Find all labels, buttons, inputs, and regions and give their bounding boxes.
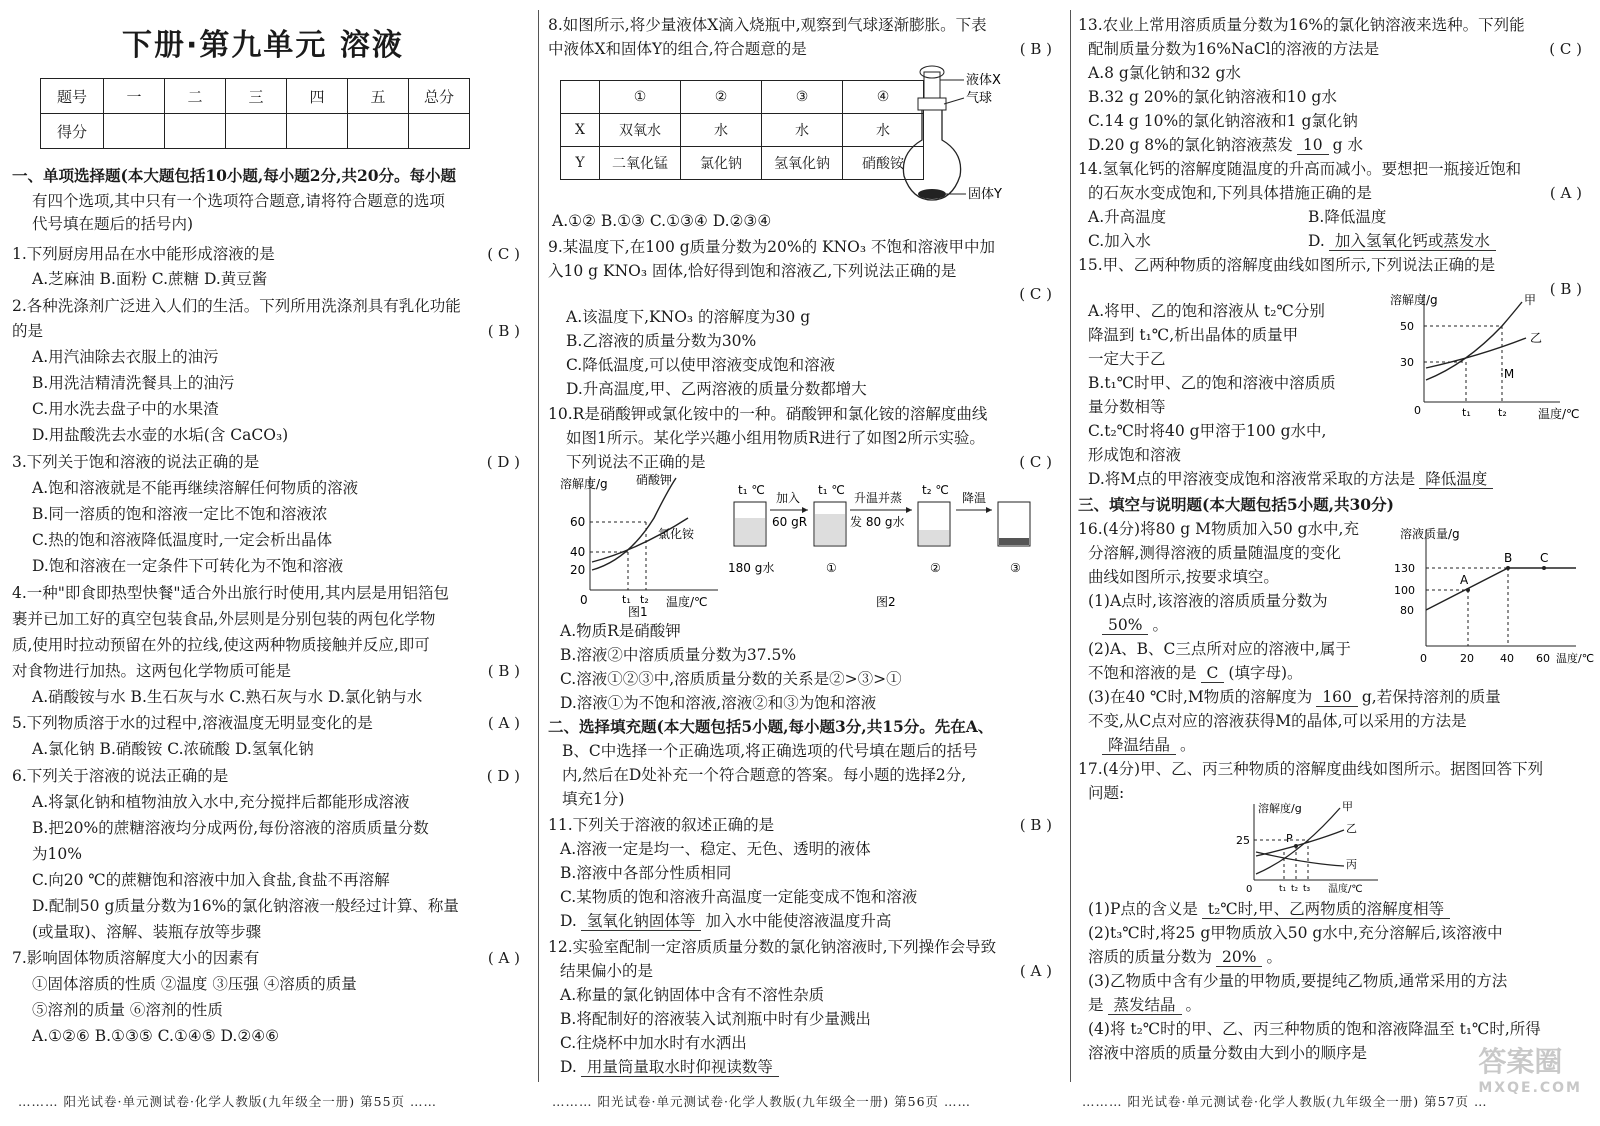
x-tick-label: t₂ — [1498, 406, 1507, 419]
curve-bing — [1256, 852, 1344, 866]
q17-part1 — [1078, 898, 1592, 920]
x-tick-label: t₂ — [640, 593, 649, 606]
q3-answer: ( D ) — [486, 453, 520, 471]
q3-option: A.饱和溶液就是不能再继续溶解任何物质的溶液 — [32, 479, 359, 497]
q15-option: 一定大于乙 — [1088, 350, 1166, 368]
q13-d-blank[interactable]: 10 — [1297, 136, 1329, 155]
beaker-number: ① — [826, 561, 837, 575]
water-label: 180 g水 — [728, 561, 775, 575]
q17-part3-answer — [1078, 994, 1592, 1016]
score-cell[interactable] — [409, 114, 470, 149]
table-cell — [561, 81, 600, 114]
q9-option: A.该温度下,KNO₃ 的溶解度为30 g — [566, 308, 811, 326]
q6-option: (或量取)、溶解、装瓶存放等步骤 — [32, 923, 262, 941]
q4-stem: 裹并已加工好的真空包装食品,外层则是分别包装的两包化学物 — [12, 610, 436, 628]
point-label-a: A — [1460, 573, 1469, 587]
q16-part3 — [1078, 686, 1592, 708]
q13-stem: 配制质量分数为16%NaCl的溶液的方法是 — [1088, 40, 1380, 58]
table-cell: ① — [600, 81, 681, 114]
q1-stem: 1.下列厨房用品在水中能形成溶液的是 — [12, 245, 275, 263]
x-tick-label: t₁ — [1462, 406, 1471, 419]
series-label-yi: 乙 — [1530, 331, 1543, 345]
table-cell: 双氧水 — [600, 114, 681, 147]
q17-part4: (4)将 t₂℃时的甲、乙、丙三种物质的饱和溶液降温至 t₁℃时,所得 — [1088, 1020, 1541, 1038]
table-cell: 氯化钠 — [681, 147, 762, 180]
q6-option: B.把20%的蔗糖溶液均分成两份,每份溶液的溶质质量分数 — [32, 819, 429, 837]
table-cell: Y — [561, 147, 600, 180]
series-label-kno3: 硝酸钾 — [636, 473, 673, 487]
q5-stem: 5.下列物质溶于水的过程中,溶液温度无明显变化的是 — [12, 714, 373, 732]
solution — [919, 530, 949, 545]
section-text: 内,然后在D处补充一个符合题意的答案。每小题的选择2分, — [562, 766, 967, 784]
q11-option: A.溶液一定是均一、稳定、无色、透明的液体 — [560, 840, 871, 858]
score-header-cell: 五 — [348, 79, 409, 114]
q14-option-a: A.升高温度 — [1088, 208, 1167, 226]
x-axis-label: 温度/℃ — [666, 595, 708, 609]
q4-options: A.硝酸铵与水 B.生石灰与水 C.熟石灰与水 D.氯化钠与水 — [32, 688, 423, 706]
score-header-cell: 二 — [165, 79, 226, 114]
score-header-cell: 四 — [287, 79, 348, 114]
q6-stem: 6.下列关于溶液的说法正确的是 — [12, 767, 229, 785]
section-text: 填充1分) — [562, 790, 625, 808]
section-heading: 三、填空与说明题(本大题包括5小题,共30分) — [1078, 495, 1394, 514]
q10-option: B.溶液②中溶质质量分数为37.5% — [560, 646, 797, 664]
q2-option: B.用洗洁精清洗餐具上的油污 — [32, 374, 235, 392]
y-tick-label: 100 — [1394, 584, 1415, 597]
score-header-cell: 题号 — [41, 79, 104, 114]
q10-answer: ( C ) — [1019, 453, 1052, 471]
q2-option: A.用汽油除去衣服上的油污 — [32, 348, 219, 366]
step-label: 降温 — [962, 491, 987, 505]
q2-stem: 2.各种洗涤剂广泛进入人们的生活。下列所用洗涤剂具有乳化功能 — [12, 297, 461, 315]
q17-part4-cont: 溶液中溶质的质量分数由大到小的顺序是 — [1088, 1044, 1368, 1062]
q15-option-d — [1078, 468, 1592, 490]
q12-stem: 12.实验室配制一定溶质质量分数的氯化钠溶液时,下列操作会导致 — [548, 938, 997, 956]
point-label-c: C — [1540, 551, 1549, 565]
q6-option: C.向20 ℃的蔗糖饱和溶液中加入食盐,食盐不再溶解 — [32, 871, 390, 889]
q3-stem: 3.下列关于饱和溶液的说法正确的是 — [12, 453, 260, 471]
punct: 。 — [1152, 616, 1168, 634]
q15-answer: ( B ) — [1549, 280, 1582, 298]
page-footer: ……… 阳光试卷·单元测试卷·化学人教版(九年级全一册) 第57页 … — [1082, 1094, 1488, 1109]
y-axis-label: 溶解度/g — [560, 477, 608, 491]
score-cell[interactable] — [226, 114, 287, 149]
q7-option: A.①②⑥ B.①③⑤ C.①④⑤ D.②④⑥ — [32, 1027, 280, 1045]
kno3-curve — [592, 478, 676, 570]
q17-stem: 17.(4分)甲、乙、丙三种物质的溶解度曲线如图所示。据图回答下列 — [1078, 760, 1544, 778]
q13-option: A.8 g氯化钠和32 g水 — [1088, 64, 1241, 82]
q7-option: ①固体溶质的性质 ②温度 ③压强 ④溶质的质量 — [32, 975, 357, 993]
curve-yi — [1426, 338, 1526, 368]
q14-option-b: B.降低温度 — [1308, 208, 1387, 226]
q6-answer: ( D ) — [486, 767, 520, 785]
q12-option-d — [548, 1056, 1062, 1078]
section-heading: 一、单项选择题(本大题包括10小题,每小题2分,共20分。每小题 — [12, 166, 457, 185]
q17-solubility-chart — [1228, 800, 1428, 896]
q4-answer: ( B ) — [487, 662, 520, 680]
q17-blank-2[interactable]: 20% — [1216, 948, 1262, 967]
q2-answer: ( B ) — [487, 322, 520, 340]
dropper — [924, 72, 940, 98]
point-p — [1294, 844, 1298, 848]
q6-option: A.将氯化钠和植物油放入水中,充分搅拌后都能形成溶液 — [32, 793, 410, 811]
q16-stem: 分溶解,测得溶液的质量随温度的变化 — [1088, 544, 1341, 562]
q12-d-prefix: D. — [560, 1058, 577, 1076]
y-tick-label: 80 — [1400, 604, 1414, 617]
q15-option: 量分数相等 — [1088, 398, 1166, 416]
watermark-logo — [1478, 1040, 1582, 1096]
q12-stem: 结果偏小的是 — [560, 962, 654, 980]
point-label-b: B — [1504, 551, 1513, 565]
section-heading: 二、选择填充题(本大题包括5小题,每小题3分,共15分。先在A、 — [548, 717, 994, 736]
column-divider — [538, 10, 539, 1082]
table-cell: 水 — [843, 114, 924, 147]
q15-d-prefix: D.将M点的甲溶液变成饱和溶液常采取的方法是 — [1088, 470, 1416, 488]
q9-option: B.乙溶液的质量分数为30% — [566, 332, 757, 350]
table-cell: 氢氧化钠 — [762, 147, 843, 180]
score-header-cell: 总分 — [409, 79, 470, 114]
q14-option-c: C.加入水 — [1088, 232, 1151, 250]
score-row-label: 得分 — [41, 114, 104, 149]
y-tick-label: 130 — [1394, 562, 1415, 575]
q12-option: A.称量的氯化钠固体中含有不溶性杂质 — [560, 986, 825, 1004]
watermark-url: MXQE.COM — [1478, 1080, 1582, 1096]
q17-part2-answer — [1078, 946, 1592, 968]
q17-blank-1[interactable]: t₂℃时,甲、乙两物质的溶解度相等 — [1202, 900, 1450, 919]
q16-blank-3[interactable]: 160 — [1316, 688, 1358, 707]
temp-label: t₂ ℃ — [922, 483, 949, 497]
q9-option: D.升高温度,甲、乙两溶液的质量分数都增大 — [566, 380, 867, 398]
figure-caption: 图1 — [628, 605, 648, 619]
arrow-head — [986, 507, 992, 513]
x-axis-label: 温度/℃ — [1556, 652, 1595, 665]
y-tick-label: 20 — [570, 563, 586, 577]
q10-option: D.溶液①为不饱和溶液,溶液②和③为饱和溶液 — [560, 694, 877, 712]
q17-stem: 问题: — [1088, 784, 1125, 802]
x-tick-label: t₃ — [1303, 884, 1311, 894]
q16-part3-answer — [1078, 734, 1592, 756]
solution — [735, 518, 765, 545]
point-b — [1506, 566, 1510, 570]
x-tick-label: 0 — [1420, 652, 1427, 665]
curve-yi — [1256, 830, 1344, 856]
q13-option-d — [1078, 134, 1592, 156]
q16-part2-note: (填字母)。 — [1228, 664, 1303, 682]
section-text: 代号填在题后的括号内) — [32, 215, 194, 233]
q16-stem: 16.(4分)将80 g M物质加入50 g水中,充 — [1078, 520, 1359, 538]
q3-option: B.同一溶质的饱和溶液一定比不饱和溶液浓 — [32, 505, 328, 523]
q17-part3-text: 是 — [1088, 996, 1104, 1014]
q13-option: C.14 g 10%的氯化钠溶液和1 g氯化钠 — [1088, 112, 1358, 130]
q16-part1: (1)A点时,该溶液的溶质质量分数为 — [1088, 592, 1328, 610]
q13-d-suffix: g 水 — [1332, 136, 1363, 154]
point-m: ·M — [1500, 367, 1515, 381]
arrow-head — [802, 507, 808, 513]
q6-option: 为10% — [32, 845, 82, 863]
q15-solubility-chart — [1390, 290, 1590, 426]
q15-option: A.将甲、乙的饱和溶液从 t₂℃分别 — [1088, 302, 1325, 320]
q15-option: 降温到 t₁℃,析出晶体的质量甲 — [1088, 326, 1299, 344]
page-title: 下册·第九单元 溶液 — [122, 28, 404, 63]
q11-d-blank[interactable]: 氢氧化钠固体等 — [581, 912, 702, 931]
q17-part1-text: (1)P点的含义是 — [1088, 900, 1198, 918]
series-label-yi: 乙 — [1346, 822, 1357, 835]
label-solid-y: 固体Y — [968, 187, 1002, 202]
table-cell: ④ — [843, 81, 924, 114]
q16-mass-chart — [1380, 522, 1595, 672]
table-cell: 水 — [762, 114, 843, 147]
q11-stem: 11.下列关于溶液的叙述正确的是 — [548, 816, 775, 834]
q16-part3-text: g,若保持溶剂的质量 — [1361, 688, 1501, 706]
q9-stem: 入10 g KNO₃ 固体,恰好得到饱和溶液乙,下列说法正确的是 — [548, 262, 957, 280]
q9-option: C.降低温度,可以使甲溶液变成饱和溶液 — [566, 356, 836, 374]
flask — [903, 110, 960, 200]
q13-answer: ( C ) — [1549, 40, 1582, 58]
q8-stem: 中液体X和固体Y的组合,符合题意的是 — [548, 40, 807, 58]
column-middle — [548, 0, 1062, 1085]
q11-option-d — [548, 910, 1062, 932]
score-table — [40, 78, 470, 149]
q14-d-prefix: D. — [1308, 232, 1325, 250]
q11-option: B.溶液中各部分性质相同 — [560, 864, 732, 882]
watermark-text: 答案圈 — [1478, 1045, 1563, 1078]
y-tick-label: 60 — [570, 515, 586, 529]
q13-stem: 13.农业上常用溶质质量分数为16%的氯化钠溶液来选种。下列能 — [1078, 16, 1525, 34]
table-cell: ③ — [762, 81, 843, 114]
q14-d-blank[interactable]: 加入氢氧化钙或蒸发水 — [1329, 232, 1496, 251]
score-header-cell: 一 — [104, 79, 165, 114]
x-tick-label: 40 — [1500, 652, 1514, 665]
q11-option: C.某物质的饱和溶液升高温度一定能变成不饱和溶液 — [560, 888, 918, 906]
q15-option: B.t₁℃时甲、乙的饱和溶液中溶质质 — [1088, 374, 1336, 392]
series-label-bing: 丙 — [1346, 858, 1357, 871]
point-label-p: P — [1286, 832, 1293, 845]
arrow-head — [906, 507, 912, 513]
q4-stem: 对食物进行加热。这两包化学物质可能是 — [12, 662, 292, 680]
x-axis-label: 温度/℃ — [1328, 884, 1363, 895]
solution — [815, 514, 845, 545]
q17-part2: (2)t₃℃时,将25 g甲物质放入50 g水中,充分溶解后,该溶液中 — [1088, 924, 1503, 942]
q12-d-blank[interactable]: 用量筒量取水时仰视读数等 — [581, 1058, 779, 1077]
figure-1-solubility — [558, 470, 728, 618]
y-tick-label: 50 — [1400, 320, 1414, 333]
step-label: 发 80 g水 — [850, 515, 905, 529]
q3-option: C.热的饱和溶液降低温度时,一定会析出晶体 — [32, 531, 333, 549]
temp-label: t₁ ℃ — [818, 483, 845, 497]
q1-answer: ( C ) — [487, 245, 520, 263]
q1-options: A.芝麻油 B.面粉 C.蔗糖 D.黄豆酱 — [32, 270, 268, 288]
x-axis-label: 温度/℃ — [1538, 407, 1580, 421]
q5-options: A.氯化钠 B.硝酸铵 C.浓硫酸 D.氢氧化钠 — [32, 740, 314, 758]
origin-label: 0 — [580, 593, 588, 607]
point-a — [1466, 588, 1470, 592]
q8-answer: ( B ) — [1019, 40, 1052, 58]
crystals — [999, 538, 1029, 545]
series-label-jia: 甲 — [1524, 293, 1537, 307]
q17-part3: (3)乙物质中含有少量的甲物质,要提纯乙物质,通常采用的方法 — [1088, 972, 1508, 990]
q5-answer: ( A ) — [487, 714, 520, 732]
origin-label: 0 — [1414, 404, 1421, 417]
q13-d-prefix: D.20 g 8%的氯化钠溶液蒸发 — [1088, 136, 1293, 154]
q13-option: B.32 g 20%的氯化钠溶液和10 g水 — [1088, 88, 1337, 106]
point-c — [1542, 566, 1546, 570]
q15-stem: 15.甲、乙两种物质的溶解度曲线如图所示,下列说法正确的是 — [1078, 256, 1496, 274]
q12-answer: ( A ) — [1019, 962, 1052, 980]
q16-blank-4[interactable]: 降温结晶 — [1102, 736, 1176, 755]
q16-stem: 曲线如图所示,按要求填空。 — [1088, 568, 1279, 586]
q7-stem: 7.影响固体物质溶解度大小的因素有 — [12, 949, 260, 967]
q16-part2-text: 不饱和溶液的是 — [1088, 664, 1197, 682]
flask-diagram — [900, 58, 1050, 208]
q10-stem: 如图1所示。某化学兴趣小组用物质R进行了如图2所示实验。 — [566, 429, 985, 447]
table-cell: 二氧化锰 — [600, 147, 681, 180]
x-tick-label: 20 — [1460, 652, 1474, 665]
q15-d-blank[interactable]: 降低温度 — [1419, 470, 1493, 489]
score-header-cell: 三 — [226, 79, 287, 114]
table-cell: ② — [681, 81, 762, 114]
q3-option: D.饱和溶液在一定条件下可转化为不饱和溶液 — [32, 557, 344, 575]
y-axis-label: 溶液质量/g — [1400, 527, 1460, 541]
q10-option: A.物质R是硝酸钾 — [560, 622, 681, 640]
label-liquid-x: 液体X — [966, 73, 1001, 88]
table-cell: X — [561, 114, 600, 147]
q17-part2-text: 溶质的质量分数为 — [1088, 948, 1213, 966]
step-label: 加入 — [776, 491, 801, 505]
y-tick-label: 40 — [570, 545, 586, 559]
solid-y — [918, 189, 946, 199]
q16-blank-2[interactable]: C — [1201, 664, 1225, 683]
score-cell[interactable] — [348, 114, 409, 149]
punct: 。 — [1180, 736, 1196, 754]
figure-2-experiment — [726, 480, 1058, 618]
score-cell[interactable] — [104, 114, 165, 149]
beaker-number: ③ — [1010, 561, 1021, 575]
q11-d-prefix: D. — [560, 912, 577, 930]
series-label-nh4cl: 氯化铵 — [658, 527, 695, 541]
q2-option: C.用水洗去盘子中的水果渣 — [32, 400, 219, 418]
series-label-jia: 甲 — [1342, 800, 1353, 813]
y-axis-label: 溶解度/g — [1258, 802, 1302, 815]
mass-curve — [1426, 568, 1576, 610]
stopper — [918, 98, 946, 110]
score-cell[interactable] — [287, 114, 348, 149]
q2-option: D.用盐酸洗去水壶的水垢(含 CaCO₃) — [32, 426, 289, 444]
q17-blank-3[interactable]: 蒸发结晶 — [1108, 996, 1182, 1015]
score-cell[interactable] — [165, 114, 226, 149]
label-balloon: 气球 — [966, 91, 993, 106]
q10-option: C.溶液①②③中,溶质质量分数的关系是②>③>① — [560, 670, 902, 688]
x-tick-label: t₁ — [622, 593, 631, 606]
q10-stem: 下列说法不正确的是 — [566, 453, 706, 471]
q4-stem: 4.一种"即食即热型快餐"适合外出旅行时使用,其内层是用铝箔包 — [12, 584, 449, 602]
q16-part2: (2)A、B、C三点所对应的溶液中,属于 — [1088, 640, 1351, 658]
q4-stem: 质,使用时拉动预留在外的拉线,使这两种物质接触并反应,即可 — [12, 636, 430, 654]
q14-answer: ( A ) — [1549, 184, 1582, 202]
q16-part3-text: (3)在40 ℃时,M物质的溶解度为 — [1088, 688, 1313, 706]
step-label: 升温并蒸 — [854, 491, 903, 505]
q8-stem: 8.如图所示,将少量液体X滴入烧瓶中,观察到气球逐渐膨胀。下表 — [548, 16, 987, 34]
q12-option: B.将配制好的溶液装入试剂瓶中时有少量溅出 — [560, 1010, 871, 1028]
q16-blank-1[interactable]: 50% — [1102, 616, 1148, 635]
q15-option: C.t₂℃时将40 g甲溶于100 g水中, — [1088, 422, 1327, 440]
q2-stem: 的是 — [12, 322, 44, 340]
q11-d-suffix: 加入水中能使溶液温度升高 — [705, 912, 892, 930]
page-footer: ……… 阳光试卷·单元测试卷·化学人教版(九年级全一册) 第56页 …… — [552, 1094, 972, 1109]
q12-option: C.往烧杯中加水时有水洒出 — [560, 1034, 747, 1052]
q7-answer: ( A ) — [487, 949, 520, 967]
y-axis-label: 溶解度/g — [1390, 293, 1438, 307]
temp-label: t₁ ℃ — [738, 483, 765, 497]
q16-part3-cont: 不变,从C点对应的溶液获得M的晶体,可以采用的方法是 — [1088, 712, 1467, 730]
q7-option: ⑤溶剂的质量 ⑥溶剂的性质 — [32, 1001, 223, 1019]
table-cell: 硝酸铵 — [843, 147, 924, 180]
origin-label: 0 — [1246, 884, 1253, 895]
punct: 。 — [1266, 948, 1282, 966]
page-footer: ……… 阳光试卷·单元测试卷·化学人教版(九年级全一册) 第55页 …… — [18, 1094, 438, 1109]
beaker-number: ② — [930, 561, 941, 575]
step-label: 60 gR — [772, 515, 808, 529]
section-text: B、C中选择一个正确选项,将正确选项的代号填在题后的括号 — [562, 742, 978, 760]
y-tick-label: 25 — [1236, 834, 1250, 847]
punct: 。 — [1185, 996, 1202, 1014]
column-left — [12, 0, 530, 1085]
x-tick-label: t₁ — [1279, 884, 1287, 894]
pointer-line — [944, 98, 964, 104]
x-tick-label: t₂ — [1291, 884, 1299, 894]
q9-answer: ( C ) — [1019, 285, 1052, 303]
x-tick-label: 60 — [1536, 652, 1550, 665]
q6-option: D.配制50 g质量分数为16%的氯化钠溶液一般经过计算、称量 — [32, 897, 459, 915]
q10-stem: 10.R是硝酸钾或氯化铵中的一种。硝酸钾和氯化铵的溶解度曲线 — [548, 405, 988, 423]
y-tick-label: 30 — [1400, 356, 1414, 369]
q15-option: 形成饱和溶液 — [1088, 446, 1182, 464]
column-right — [1078, 0, 1595, 1085]
section-text: 有四个选项,其中只有一个选项符合题意,请将符合题意的选项 — [32, 192, 445, 210]
table-cell: 水 — [681, 114, 762, 147]
q9-stem: 9.某温度下,在100 g质量分数为20%的 KNO₃ 不饱和溶液甲中加 — [548, 238, 996, 256]
q14-stem: 14.氢氧化钙的溶解度随温度的升高而减小。要想把一瓶接近饱和 — [1078, 160, 1522, 178]
q11-answer: ( B ) — [1019, 816, 1052, 834]
q14-option-d — [1308, 230, 1592, 252]
figure-caption: 图2 — [876, 595, 896, 609]
q8-options: A.①② B.①③ C.①③④ D.②③④ — [552, 212, 772, 230]
q8-table — [560, 80, 924, 180]
q14-stem: 的石灰水变成饱和,下列具体措施正确的是 — [1088, 184, 1372, 202]
column-divider — [1070, 10, 1071, 1082]
